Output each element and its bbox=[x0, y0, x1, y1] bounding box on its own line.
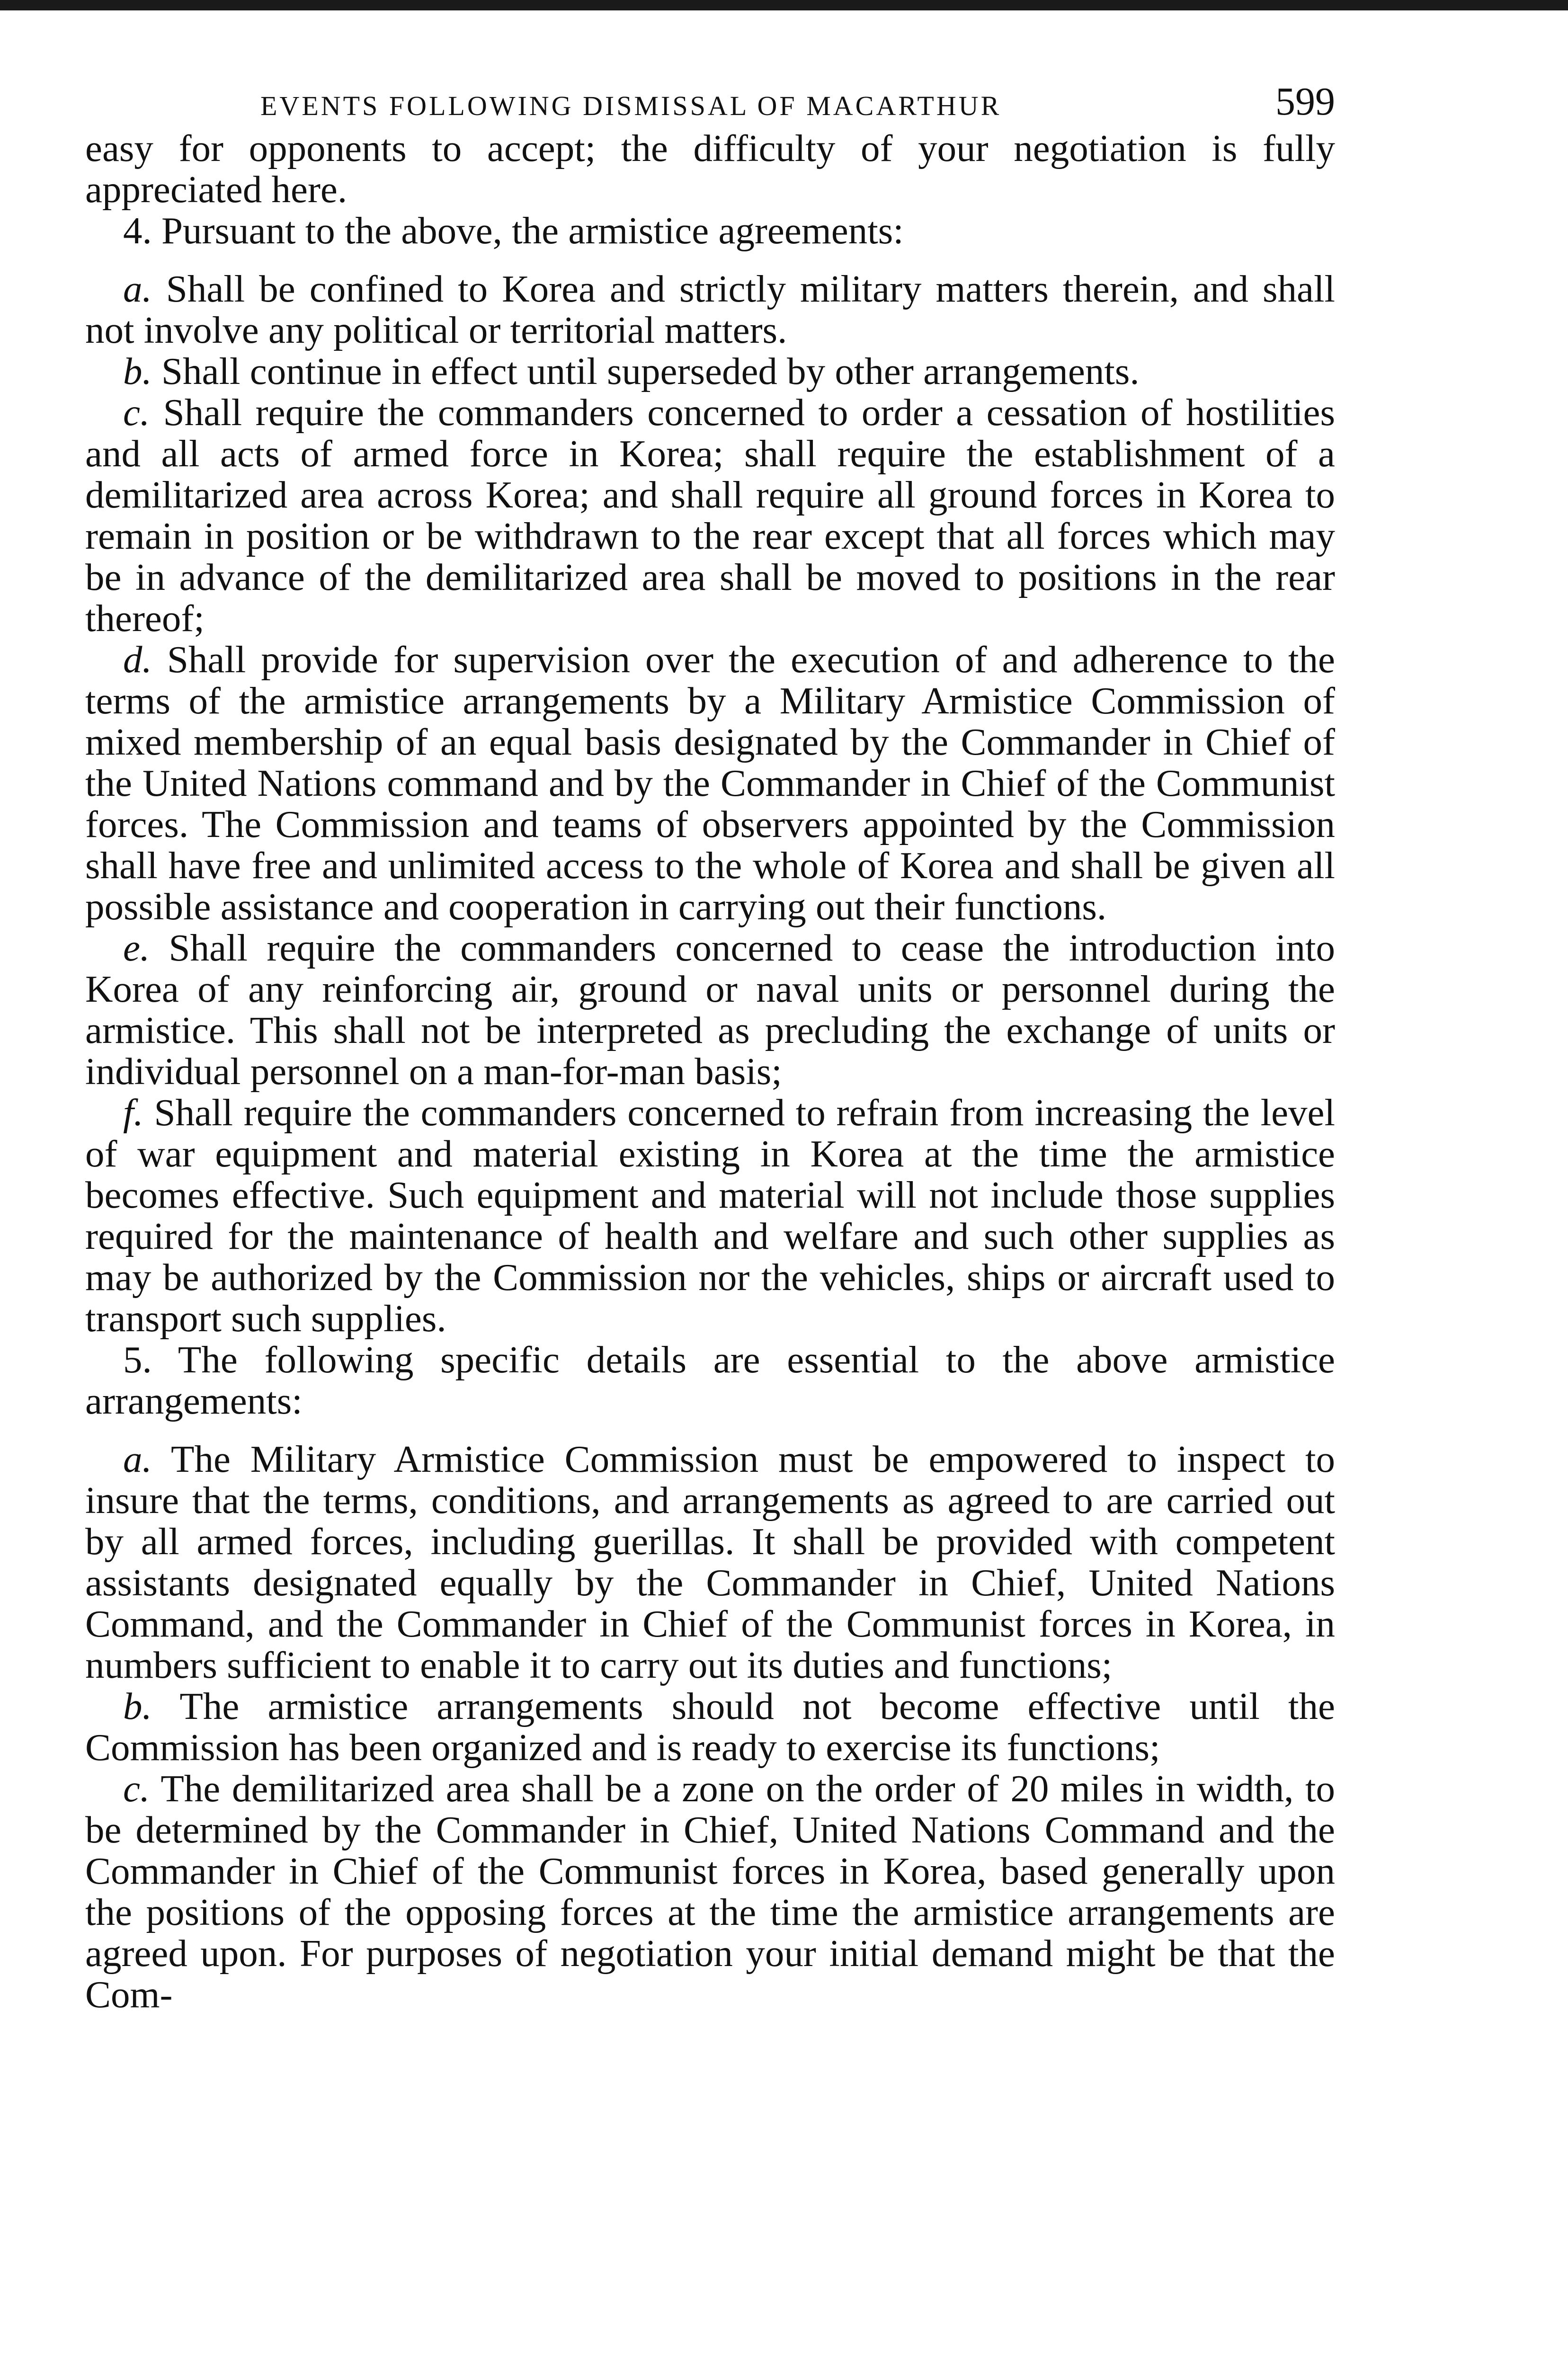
running-title: EVENTS FOLLOWING DISMISSAL OF MACARTHUR bbox=[260, 90, 1002, 121]
page-number: 599 bbox=[1275, 80, 1335, 124]
item-text: Shall provide for supervision over the execution of and adherence to the terms of the armistice arrangements by a Military Armistice Commission of mixed membership of an equal basis designated by the Commander in Chief of the United Nations command and by the Commander in Chief of the Communist forces. The Commission and teams of observers appointed by the Commission shall have free and unlimited access to the whole of Korea and shall be given all possible assistance and cooperation in carrying out their functions. bbox=[85, 638, 1336, 928]
item-text: Shall continue in effect until superseded by other arrangements. bbox=[161, 350, 1140, 392]
body-text bbox=[85, 128, 1335, 2015]
item-letter: a. bbox=[123, 1438, 152, 1480]
section-4-item-f bbox=[85, 1092, 1335, 1339]
item-text: Shall require the commanders concerned to cease the introduction into Korea of any reinforcing air, ground or naval units or personnel during the armistice. This shall not be interpreted as precluding the exchange of units or individual personnel on a man-for-man basis; bbox=[85, 926, 1336, 1093]
section-4-items bbox=[85, 268, 1335, 1339]
section-5-item-a bbox=[85, 1439, 1335, 1686]
section-4-item-a bbox=[85, 268, 1335, 351]
item-letter: b. bbox=[123, 1685, 152, 1727]
item-text: Shall require the commanders concerned to refrain from increasing the level of war equipment and material existing in Korea at the time the armistice becomes effective. Such equipment and material will not include those supplies required for the maintenance of health and welfare and such other supplies as may be authorized by the Commission nor the vehicles, ships or aircraft used to transport such supplies. bbox=[85, 1091, 1335, 1340]
opening-paragraph: easy for opponents to accept; the difficulty of your negotiation is fully appreciated here. bbox=[85, 127, 1335, 211]
item-text: The demilitarized area shall be a zone on the order of 20 miles in width, to be determined by the Commander in Chief, United Nations Command and the Commander in Chief of the Communist forces in Korea, based generally upon the positions of the opposing forces at the time the armistice arrangements are agreed upon. For purposes of negotiation your initial demand might be that the Com- bbox=[85, 1767, 1335, 2016]
section-5-item-c bbox=[85, 1768, 1335, 2015]
section-5-item-b bbox=[85, 1686, 1335, 1768]
section-4-item-d bbox=[85, 639, 1335, 927]
running-header bbox=[85, 76, 1335, 128]
item-text: The Military Armistice Commission must be empowered to inspect to insure that the terms, conditions, and arrangements as agreed to are carried out by all armed forces, including guerillas. It shall be provided with competent assistants designated equally by the Commander in Chief, United Nations Command, and the Commander in Chief of the Communist forces in Korea, in numbers sufficient to enable it to carry out its duties and functions; bbox=[85, 1438, 1335, 1686]
item-letter: a. bbox=[123, 267, 152, 310]
section-5-lead: 5. The following specific details are essential to the above armistice arrangements: bbox=[85, 1338, 1335, 1422]
section-4-item-b bbox=[85, 351, 1335, 392]
item-text: Shall be confined to Korea and strictly military matters therein, and shall not involve any political or territorial matters. bbox=[85, 267, 1335, 351]
item-letter: f. bbox=[123, 1091, 143, 1134]
item-letter: d. bbox=[123, 638, 152, 681]
section-4-item-c bbox=[85, 392, 1335, 639]
top-border-rule bbox=[0, 0, 1568, 10]
document-page bbox=[85, 76, 1335, 2015]
item-letter: c. bbox=[123, 1767, 150, 1810]
item-text: The armistice arrangements should not become effective until the Commission has been organized and is ready to exercise its functions; bbox=[85, 1685, 1335, 1769]
item-text: Shall require the commanders concerned to order a cessation of hostilities and all acts of armed force in Korea; shall require the establishment of a demilitarized area across Korea; and shall require all ground forces in Korea to remain in position or be withdrawn to the rear except that all forces which may be in advance of the demilitarized area shall be moved to positions in the rear thereof; bbox=[85, 391, 1336, 640]
item-letter: c. bbox=[123, 391, 150, 434]
item-letter: b. bbox=[123, 350, 152, 392]
item-letter: e. bbox=[123, 926, 150, 969]
section-5-items bbox=[85, 1439, 1335, 2015]
section-4-lead: 4. Pursuant to the above, the armistice agreements: bbox=[123, 209, 904, 252]
section-4-item-e bbox=[85, 927, 1335, 1092]
